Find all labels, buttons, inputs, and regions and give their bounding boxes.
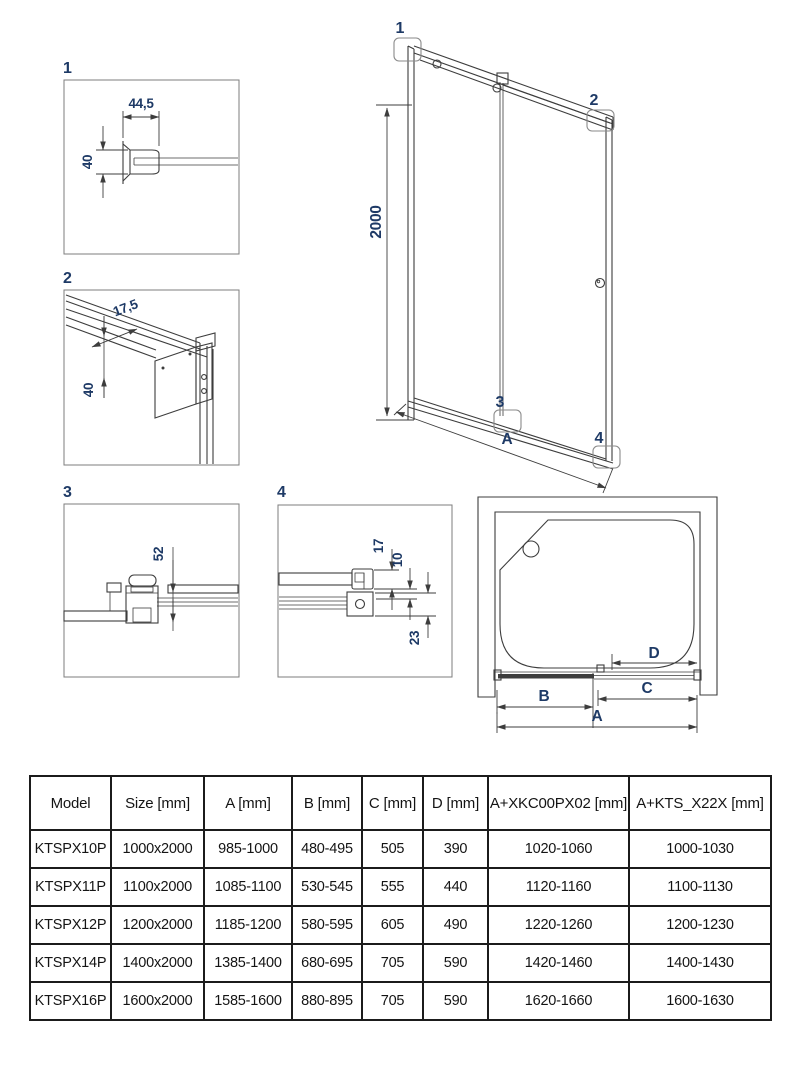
- table-cell: 880-895: [292, 982, 362, 1020]
- table-row: [30, 944, 771, 982]
- table-cell: 1620-1660: [488, 982, 629, 1020]
- elevation-height-dim: 2000: [368, 205, 385, 239]
- col-header-b: B [mm]: [292, 776, 362, 830]
- table-cell: KTSPX14P: [30, 944, 111, 982]
- callout-2: 2: [589, 92, 599, 109]
- detail-2-height-dim: 40: [81, 382, 96, 398]
- plan-dim-d: D: [648, 645, 660, 662]
- table-cell: KTSPX11P: [30, 868, 111, 906]
- table-cell: 705: [362, 982, 423, 1020]
- detail-3-height-dim: 52: [151, 546, 166, 562]
- table-cell: 680-695: [292, 944, 362, 982]
- table-cell: 440: [423, 868, 488, 906]
- table-header-row: [30, 776, 771, 830]
- detail-1-height-dim: 40: [80, 154, 95, 170]
- detail-3-label: 3: [63, 484, 72, 501]
- table-cell: 1085-1100: [204, 868, 292, 906]
- model-dimensions-table: [29, 775, 772, 1021]
- table-cell: 1420-1460: [488, 944, 629, 982]
- table-cell: 390: [423, 830, 488, 868]
- table-cell: 1000-1030: [629, 830, 771, 868]
- table-cell: 1385-1400: [204, 944, 292, 982]
- table-cell: 1400x2000: [111, 944, 204, 982]
- col-header-d: D [mm]: [423, 776, 488, 830]
- detail-2-thickness-dim: 17,5: [110, 296, 140, 320]
- detail-4: [277, 484, 452, 677]
- detail-4-mid-dim: 10: [390, 552, 405, 568]
- detail-4-top-dim: 17: [371, 538, 386, 554]
- spec-table: [29, 775, 772, 1021]
- table-cell: 1100x2000: [111, 868, 204, 906]
- plan-dim-a: A: [591, 708, 603, 725]
- table-cell: 1220-1260: [488, 906, 629, 944]
- sliding-panel: [498, 674, 594, 679]
- table-cell: 1120-1160: [488, 868, 629, 906]
- table-row: [30, 982, 771, 1020]
- table-cell: 1000x2000: [111, 830, 204, 868]
- detail-2: [63, 270, 239, 465]
- table-cell: KTSPX10P: [30, 830, 111, 868]
- table-cell: 1200-1230: [629, 906, 771, 944]
- table-cell: 1020-1060: [488, 830, 629, 868]
- col-header-c: C [mm]: [362, 776, 423, 830]
- door-knob: [596, 279, 605, 288]
- table-cell: KTSPX12P: [30, 906, 111, 944]
- shower-tray: [500, 520, 694, 668]
- table-cell: 1100-1130: [629, 868, 771, 906]
- table-cell: 580-595: [292, 906, 362, 944]
- col-header-model: Model: [30, 776, 111, 830]
- plan-dim-c: C: [641, 680, 653, 697]
- table-cell: 1585-1600: [204, 982, 292, 1020]
- elevation-width-dim: A: [501, 431, 513, 448]
- elevation-view: [368, 20, 620, 493]
- table-cell: 590: [423, 982, 488, 1020]
- table-cell: 480-495: [292, 830, 362, 868]
- col-header-size: Size [mm]: [111, 776, 204, 830]
- table-cell: 555: [362, 868, 423, 906]
- detail-3: [63, 484, 239, 677]
- detail-3-frame: [64, 504, 239, 677]
- table-cell: 490: [423, 906, 488, 944]
- table-row: [30, 906, 771, 944]
- detail-4-frame: [278, 505, 452, 677]
- detail-4-label: 4: [277, 484, 286, 501]
- table-cell: 985-1000: [204, 830, 292, 868]
- table-cell: 1200x2000: [111, 906, 204, 944]
- col-header-a-xkc: A+XKC00PX02 [mm]: [488, 776, 629, 830]
- table-cell: KTSPX16P: [30, 982, 111, 1020]
- plan-view: [478, 497, 717, 733]
- drain: [523, 541, 539, 557]
- table-row: [30, 868, 771, 906]
- col-header-a-kts: A+KTS_X22X [mm]: [629, 776, 771, 830]
- table-cell: 1600-1630: [629, 982, 771, 1020]
- table-cell: 590: [423, 944, 488, 982]
- table-cell: 605: [362, 906, 423, 944]
- callout-1: 1: [395, 20, 405, 37]
- plan-dim-b: B: [538, 688, 550, 705]
- col-header-a: A [mm]: [204, 776, 292, 830]
- table-cell: 1185-1200: [204, 906, 292, 944]
- table-cell: 1400-1430: [629, 944, 771, 982]
- detail-4-bottom-dim: 23: [407, 630, 422, 646]
- detail-1-label: 1: [63, 60, 72, 77]
- table-row: [30, 830, 771, 868]
- table-cell: 505: [362, 830, 423, 868]
- detail-1: [63, 60, 239, 254]
- callout-3: 3: [495, 394, 505, 411]
- table-cell: 1600x2000: [111, 982, 204, 1020]
- table-cell: 530-545: [292, 868, 362, 906]
- callout-4: 4: [594, 430, 604, 447]
- callout-2-marker: [587, 110, 614, 131]
- detail-2-label: 2: [63, 270, 72, 287]
- detail-1-width-dim: 44,5: [128, 96, 154, 111]
- table-cell: 705: [362, 944, 423, 982]
